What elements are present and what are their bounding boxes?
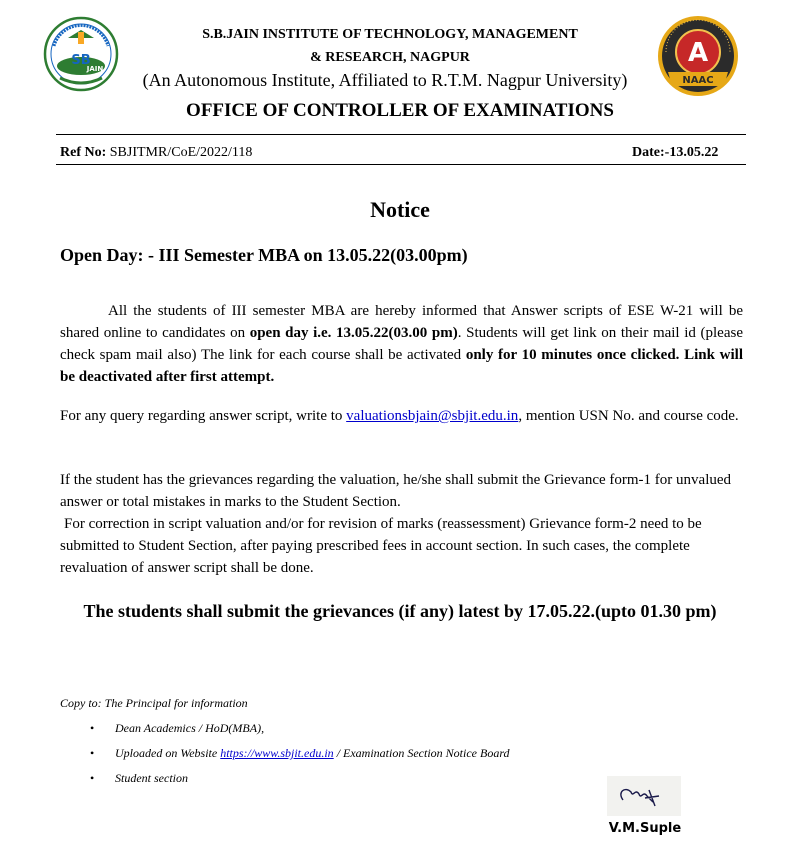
- p1-text-c: . Students will get link on their mail id (please check spam mail also) The link for each course shall be activated: [60, 325, 743, 363]
- signature-scribble-icon: [607, 776, 681, 816]
- signature-image: [607, 776, 681, 816]
- grievance-deadline: The students shall submit the grievances (if any) latest by 17.05.22.(upto 01.30 pm): [83, 601, 717, 621]
- svg-text:JAIN: JAIN: [86, 65, 104, 73]
- institute-name-line2: & RESEARCH, NAGPUR: [310, 50, 470, 65]
- header-divider-bottom: [56, 164, 746, 165]
- svg-text:NAAC: NAAC: [682, 75, 714, 86]
- bullet-icon: •: [90, 746, 95, 760]
- svg-text:A: A: [687, 38, 709, 68]
- signatory-name: V.M.Suple: [608, 821, 682, 836]
- cc-item-text: Student section: [115, 771, 188, 785]
- p1-link-warning: only for 10 minutes once clicked. Link will be deactivated after first attempt.: [60, 347, 743, 385]
- bullet-icon: •: [90, 771, 95, 785]
- notice-date: [632, 145, 718, 161]
- paragraph-query: [60, 405, 743, 427]
- paragraph-grievance-form2: For correction in script valuation and/or for revision of marks (reassessment) Grievance form-2 need to be submitted to Student Section, after paying prescribed fees in account section. In such cases, the complete revaluation of answer script shall be done.: [60, 516, 702, 576]
- institute-name-line1: S.B.JAIN INSTITUTE OF TECHNOLOGY, MANAGEMENT: [202, 27, 578, 42]
- reference-number: [60, 145, 252, 161]
- date-label: Date:-: [632, 145, 670, 160]
- copy-to-list: [90, 720, 510, 795]
- bullet-icon: •: [90, 721, 95, 735]
- query-email-link[interactable]: valuationsbjain@sbjit.edu.in: [346, 408, 519, 424]
- list-item: [90, 745, 510, 770]
- p1-text-a: All the students of III semester MBA are hereby informed that Answer scripts of ESE W-21 will be shared online to candidates on: [60, 303, 743, 341]
- cc-item-text: Dean Academics / HoD(MBA),: [115, 721, 265, 735]
- list-item: [90, 720, 510, 745]
- ref-value: SBJITMR/CoE/2022/118: [109, 145, 253, 160]
- sbjain-logo: [40, 16, 122, 96]
- list-item: [90, 770, 510, 795]
- p2-text-b: , mention USN No. and course code.: [518, 408, 739, 424]
- notice-title: Notice: [370, 197, 430, 222]
- copy-to-label: Copy to: The Principal for information: [60, 696, 248, 710]
- date-value: 13.05.22: [669, 145, 719, 160]
- naac-badge-logo: [654, 14, 742, 100]
- p1-open-day: open day i.e. 13.05.22(03.00 pm): [249, 325, 458, 341]
- cc-item-text: / Examination Section Notice Board: [333, 746, 510, 760]
- p2-text-a: For any query regarding answer script, write to: [60, 408, 347, 424]
- notice-subject: Open Day: - III Semester MBA on 13.05.22(03.00pm): [60, 245, 468, 265]
- header-divider-top: [56, 134, 746, 135]
- paragraph-grievance-form1: If the student has the grievances regarding the valuation, he/she shall submit the Grievance form-1 for unvalued answer or total mistakes in marks to the Student Section.: [60, 472, 732, 510]
- svg-text:SB: SB: [71, 53, 91, 68]
- office-title: OFFICE OF CONTROLLER OF EXAMINATIONS: [186, 100, 614, 121]
- ref-label: Ref No:: [60, 145, 107, 160]
- institute-affiliation: (An Autonomous Institute, Affiliated to R.T.M. Nagpur University): [142, 70, 628, 90]
- website-link[interactable]: https://www.sbjit.edu.in: [220, 746, 334, 760]
- paragraph-answer-scripts: [60, 300, 743, 388]
- cc-item-text: Uploaded on Website: [115, 746, 221, 760]
